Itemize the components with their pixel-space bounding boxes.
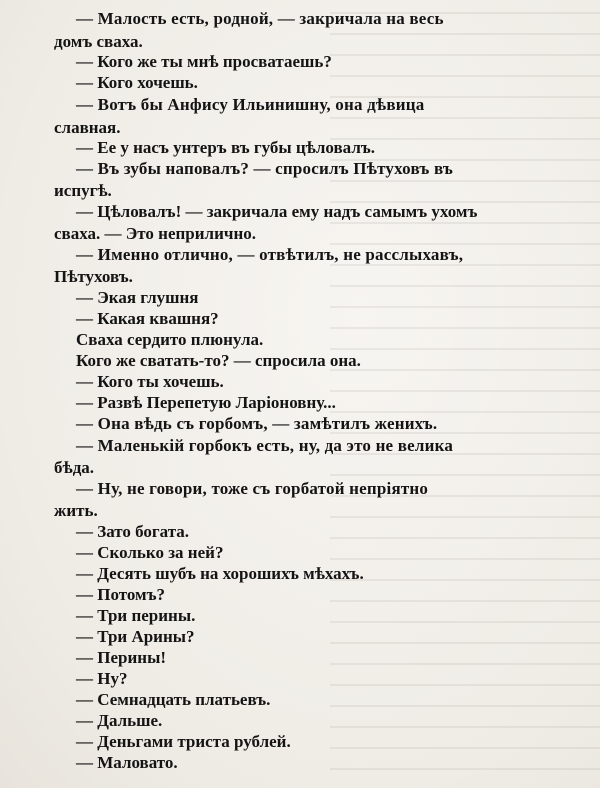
text-line: — Вотъ бы Анфису Ильинишну, она дѣвица xyxy=(76,95,425,114)
text-line: — Маловато. xyxy=(76,753,178,772)
text-line: — Развѣ Перепетую Ларіоновну... xyxy=(76,393,336,412)
text-line: — Именно отлично, — отвѣтилъ, не расслыхавъ, xyxy=(76,245,464,264)
text-line: — Малость есть, родной, — закричала на весь xyxy=(76,9,444,28)
text-line: сваха. — Это неприлично. xyxy=(54,224,257,243)
text-line: — Она вѣдь съ горбомъ, — замѣтилъ женихъ. xyxy=(76,414,438,433)
text-line: бѣда. xyxy=(54,458,95,477)
text-line: — Кого же ты мнѣ просватаешь? xyxy=(76,52,332,71)
text-line: домъ сваха. xyxy=(54,32,143,51)
text-line: Кого же сватать-то? — спросила она. xyxy=(76,351,361,370)
text-line: — Какая квашня? xyxy=(76,309,219,328)
text-line: — Потомъ? xyxy=(76,585,166,604)
text-line: — Ну? xyxy=(76,669,128,688)
text-line: — Семнадцать платьевъ. xyxy=(76,690,271,709)
text-line: — Экая глушня xyxy=(76,288,199,307)
text-line: — Ее у насъ унтеръ въ губы цѣловалъ. xyxy=(76,138,376,157)
text-line: славная. xyxy=(54,118,121,137)
text-line: — Въ зубы наповалъ? — спросилъ Пѣтуховъ въ xyxy=(76,159,454,178)
text-line: — Три перины. xyxy=(76,606,196,625)
text-line: — Перины! xyxy=(76,648,166,667)
text-line: — Десять шубъ на хорошихъ мѣхахъ. xyxy=(76,564,364,583)
text-line: — Дальше. xyxy=(76,711,163,730)
text-line: — Маленькій горбокъ есть, ну, да это не велика xyxy=(76,436,454,455)
text-line: — Кого хочешь. xyxy=(76,73,198,92)
text-line: — Цѣловалъ! — закричала ему надъ самымъ ухомъ xyxy=(76,202,478,221)
text-line: — Три Арины? xyxy=(76,627,195,646)
text-line: Сваха сердито плюнула. xyxy=(76,330,264,349)
text-line: Пѣтуховъ. xyxy=(54,267,133,286)
text-line: — Зато богата. xyxy=(76,522,190,541)
text-line: испугѣ. xyxy=(54,181,112,200)
text-line: — Кого ты хочешь. xyxy=(76,372,224,391)
text-line: — Ну, не говори, тоже съ горбатой непріятно xyxy=(76,479,429,498)
text-line: — Сколько за ней? xyxy=(76,543,224,562)
text-line: жить. xyxy=(54,501,98,520)
text-line: — Деньгами триста рублей. xyxy=(76,732,291,751)
